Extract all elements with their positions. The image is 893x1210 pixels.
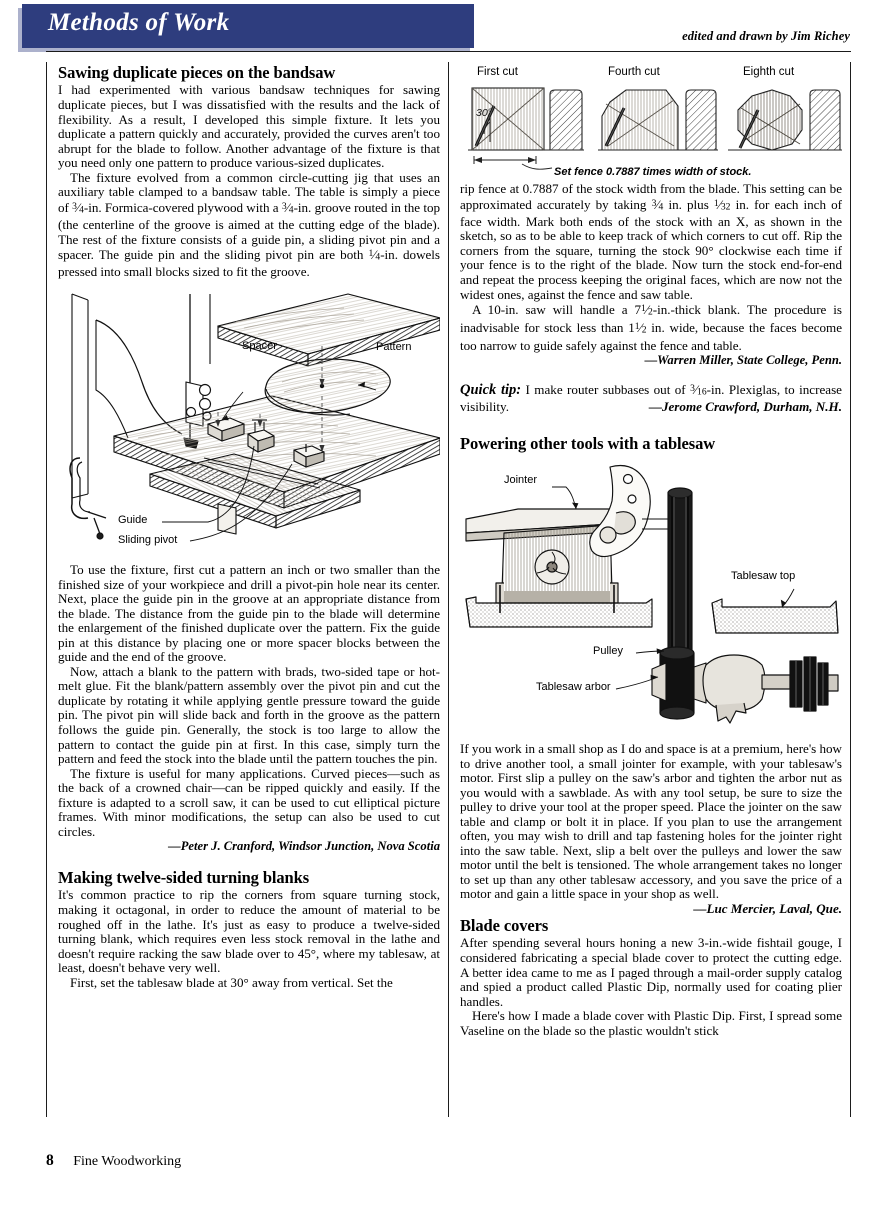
paragraph-twelve-sided-procedure-start: First, set the tablesaw blade at 30° away from vertical. Set the xyxy=(70,974,393,990)
paragraph-to-use-the-fixture: To use the fixture, first cut a pattern an inch or two smaller than the finished size of your workpiece and drill a pivot-pin hole near its center. Next, place the guide pin in the groove at an appropriate distance from the blade. The distance from the guide pin to the blade will determine the enlargement of the finished duplicate over the pattern. Fix the guide pin at this distance by placing one or more spacer blocks between the guide and the end of the groove. xyxy=(58,562,440,665)
figure-label-spacer: Spacer xyxy=(242,340,277,353)
page-number: 8 xyxy=(46,1152,54,1169)
attribution-warren-miller: —Warren Miller, State College, Penn. xyxy=(644,353,842,368)
column-rule-middle xyxy=(448,62,449,1117)
attribution-luc-mercier: —Luc Mercier, Laval, Que. xyxy=(693,901,842,917)
paragraph-sawing-intro: I had experimented with various bandsaw techniques for sawing duplicate pieces, but I was dissatisfied with the results and the lack of flexibility. As a result, I developed this simple fixture. It lets you duplicate a pattern quickly and accurately, provided the curves aren't too abrupt for the blade to follow. Another advantage of the fixture is that you need only one pattern to produce various-sized duplicates. xyxy=(58,82,440,171)
heading-twelve-sided-turning-blanks: Making twelve-sided turning blanks xyxy=(58,867,310,887)
figure-label-pattern: Pattern xyxy=(376,341,412,354)
page-footer xyxy=(46,1152,181,1170)
figure-label-first-cut: First cut xyxy=(477,66,518,78)
attribution-peter-cranford: —Peter J. Cranford, Windsor Junction, Nova Scotia xyxy=(168,839,440,854)
publication-name: Fine Woodworking xyxy=(73,1154,182,1169)
figure-label-eighth-cut: Eighth cut xyxy=(743,66,795,78)
masthead xyxy=(0,0,893,58)
paragraph-powering-tools-body: If you work in a small shop as I do and space is at a premium, here's how to drive another tool, a small jointer for example, with your tablesaw's motor. First slip a pulley on the saw's arbor and tighten the arbor nut as you would with a sawblade. As with any tool setup, be sure to size the pulley to drive your tool at the proper speed. Place the jointer on the saw table and clamp or bolt it in place. If you plan to use the arrangement often, you may wish to drill and tap fastening holes for the jointer right into the saw table. Next, slip a belt over the pulleys and lower the saw motor until the belt is tensioned. The whole arrangement takes no longer to set up than any other tablesaw accessory, and you save the price of a motor and gain a little space in your shop as well. —Luc Mercier, Laval, Que. xyxy=(460,741,842,917)
figure-note-set-fence: Set fence 0.7887 times width of stock. xyxy=(554,166,752,178)
paragraph-fixture-evolved: The fixture evolved from a common circle-cutting jig that uses an auxiliary table clamped to a bandsaw table. The table is simply a piece of $^3$⁄4-in. Formica-covered plywood with a $^3$⁄4-in. groove routed in the top (the centerline of the groove is aimed at the cutting edge of the blade). The rest of the fixture consists of a guide pin, a sliding pivot pin and a spacer. The guide pin and the sliding pivot pin are both $^1$⁄4-in. dowels pressed into small blocks sized to fit the groove. xyxy=(58,169,441,280)
masthead-rule xyxy=(46,51,851,52)
heading-powering-other-tools: Powering other tools with a tablesaw xyxy=(460,433,716,453)
heading-sawing-duplicate-pieces: Sawing duplicate pieces on the bandsaw xyxy=(58,63,336,82)
left-column xyxy=(58,64,440,990)
figure-twelve-sided-cut-sequence xyxy=(460,64,842,182)
paragraph-attach-blank: Now, attach a blank to the pattern with brads, two-sided tape or hot-melt glue. Fit the blank/pattern assembly over the pivot pin and cut the duplicate by rotating it while applying gentle pressure toward the guide pin. The pivot pin will slide back and forth in the groove as the pattern follows the guide pin. Generally, the stock is too large to allow the pattern to contact the guide pin at first. In this case, simply turn the pattern and feed the stock into the blade until the pattern touches the pin. xyxy=(58,663,440,767)
cut-sequence-drawing xyxy=(460,64,842,182)
right-column xyxy=(460,64,842,1038)
paragraph-blade-covers-intro: After spending several hours honing a new 3-in.-wide fishtail gouge, I considered fabricating a special blade cover to protect the cutting edge. A better idea came to me as I paged through a mail-order supply catalog and spied a product called Plastic Dip, normally used for coating plier handles. xyxy=(460,935,842,1009)
paragraph-twelve-sided-intro: It's common practice to rip the corners from square turning stock, making it octagonal, in order to reduce the amount of material to be roughed off in the lathe. It's just as easy to produce a twelve-sided turning blank, which requires even less stock removal in the lathe and doesn't require racking the saw blade over to 45°, where my tablesaw, at least, doesn't behave very well. xyxy=(58,887,440,976)
page-title: Methods of Work xyxy=(48,9,230,36)
figure-label-tablesaw-arbor: Tablesaw arbor xyxy=(536,681,611,693)
editor-credit: edited and drawn by Jim Richey xyxy=(682,29,850,43)
paragraph-fixture-applications: The fixture is useful for many applications. Curved pieces—such as the back of a crowned chair—can be ripped quickly and easily. If the fixture is adapted to a scroll saw, it can be used to cut elliptical picture frames. With minor modifications, the setup can also be used to cut circles. xyxy=(58,765,440,839)
figure-label-tablesaw-top: Tablesaw top xyxy=(731,570,796,582)
column-rule-right xyxy=(850,62,851,1117)
paragraph-saw-capacity: A 10-in. saw will handle a $7^1⁄2-in$.-thick blank. The procedure is inadvisable for stock less than $1^1⁄2$ in. wide, because the faces become too narrow to guide safely against the fence and table. xyxy=(460,302,842,353)
paragraph-blade-covers-method: Here's how I made a blade cover with Plastic Dip. First, I spread some Vaseline on the blade so the plastic wouldn't stick xyxy=(460,1008,842,1038)
heading-blade-covers: Blade covers xyxy=(460,916,549,936)
figure-label-pulley: Pulley xyxy=(593,645,623,657)
bandsaw-fixture-drawing xyxy=(58,286,440,554)
figure-label-sliding-pivot: Sliding pivot xyxy=(118,534,178,547)
figure-label-guide: Guide xyxy=(118,514,148,527)
figure-label-jointer: Jointer xyxy=(504,474,538,486)
paragraph-rip-fence-setting: rip fence at 0.7887 of the stock width from the blade. This setting can be approximated accurately by taking $^3$⁄4 in. plus $^1$⁄32 in. for each inch of face width. Mark both ends of the stock with an X, as shown in the sketch, so as to be able to keep track of which corners to cut off. Rip the corners from the square, turning the stock 90° clockwise each time if your fence is to the right of the blade. Now turn the stock end-for-end and repeat the process keeping the original faces, which are now not the widest ones, against the fence and saw table. xyxy=(460,181,843,302)
figure-label-angle-30: 30° xyxy=(476,107,492,119)
column-rule-left xyxy=(46,62,47,1117)
quick-tip-label: Quick tip: xyxy=(460,381,522,398)
figure-bandsaw-duplicating-fixture xyxy=(58,286,440,554)
figure-label-fourth-cut: Fourth cut xyxy=(608,66,660,78)
figure-jointer-driven-by-tablesaw xyxy=(460,457,842,742)
attribution-jerome-crawford: —Jerome Crawford, Durham, N.H. xyxy=(648,398,842,414)
jointer-tablesaw-drawing xyxy=(460,457,842,742)
quick-tip: Quick tip: I make router subbases out of $^3$⁄16-in. Plexiglas, to increase visibility. —Jerome Crawford, Durham, N.H. xyxy=(460,381,842,414)
